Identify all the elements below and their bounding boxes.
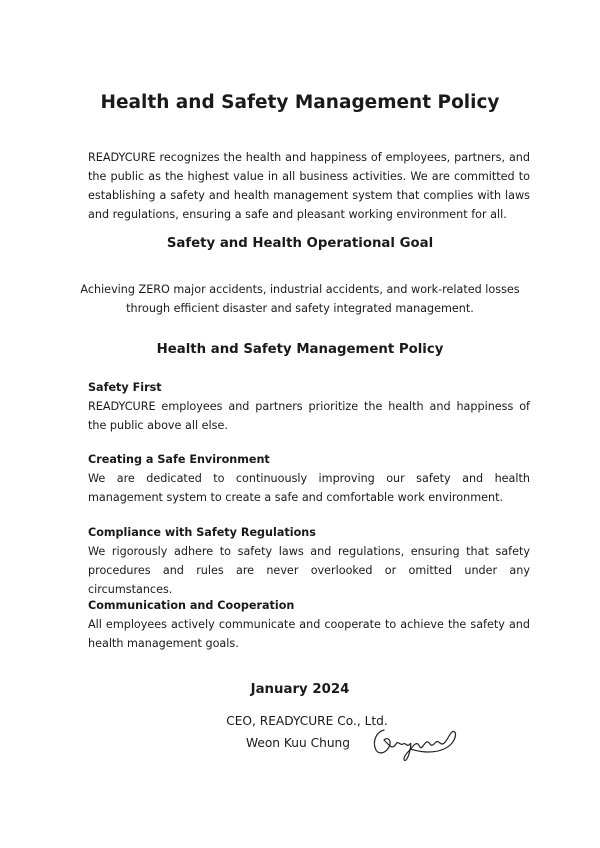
intro-paragraph: READYCURE recognizes the health and happiness of employees, partners, and the public as the highest value in all business activities. We are committed to establishing a safety and health management system that complies with laws and regulations, ensuring a safe and pleasant working environment for all. [88,151,530,221]
policy-section-compliance [88,523,530,599]
section-title: Communication and Cooperation [88,599,295,612]
section-text: READYCURE employees and partners prioritize the health and happiness of the public above all else. [88,400,530,432]
section-text: We rigorously adhere to safety laws and regulations, ensuring that safety procedures and rules are never overlooked or omitted under any circumstances. [88,545,530,596]
ceo-name: Weon Kuu Chung [246,736,351,750]
document-date: January 2024 [250,682,350,697]
section-title: Creating a Safe Environment [88,453,270,466]
goal-text: Achieving ZERO major accidents, industrial accidents, and work-related losses through efficient disaster and safety integrated management. [80,283,520,315]
policy-heading: Health and Safety Management Policy [156,342,444,357]
policy-section-communication [88,596,530,653]
section-title: Safety First [88,381,162,394]
section-text: All employees actively communicate and cooperate to achieve the safety and health management goals. [88,618,530,650]
goal-heading: Safety and Health Operational Goal [166,236,434,251]
policy-section-safe-environment [88,450,530,507]
section-title: Compliance with Safety Regulations [88,526,316,539]
ceo-signature [370,722,464,766]
ceo-title: CEO, READYCURE Co., Ltd. [226,714,388,728]
document-title: Health and Safety Management Policy [100,92,500,113]
section-text: We are dedicated to continuously improving our safety and health management system to create a safe and comfortable work environment. [88,472,530,504]
policy-section-safety-first [88,378,530,435]
